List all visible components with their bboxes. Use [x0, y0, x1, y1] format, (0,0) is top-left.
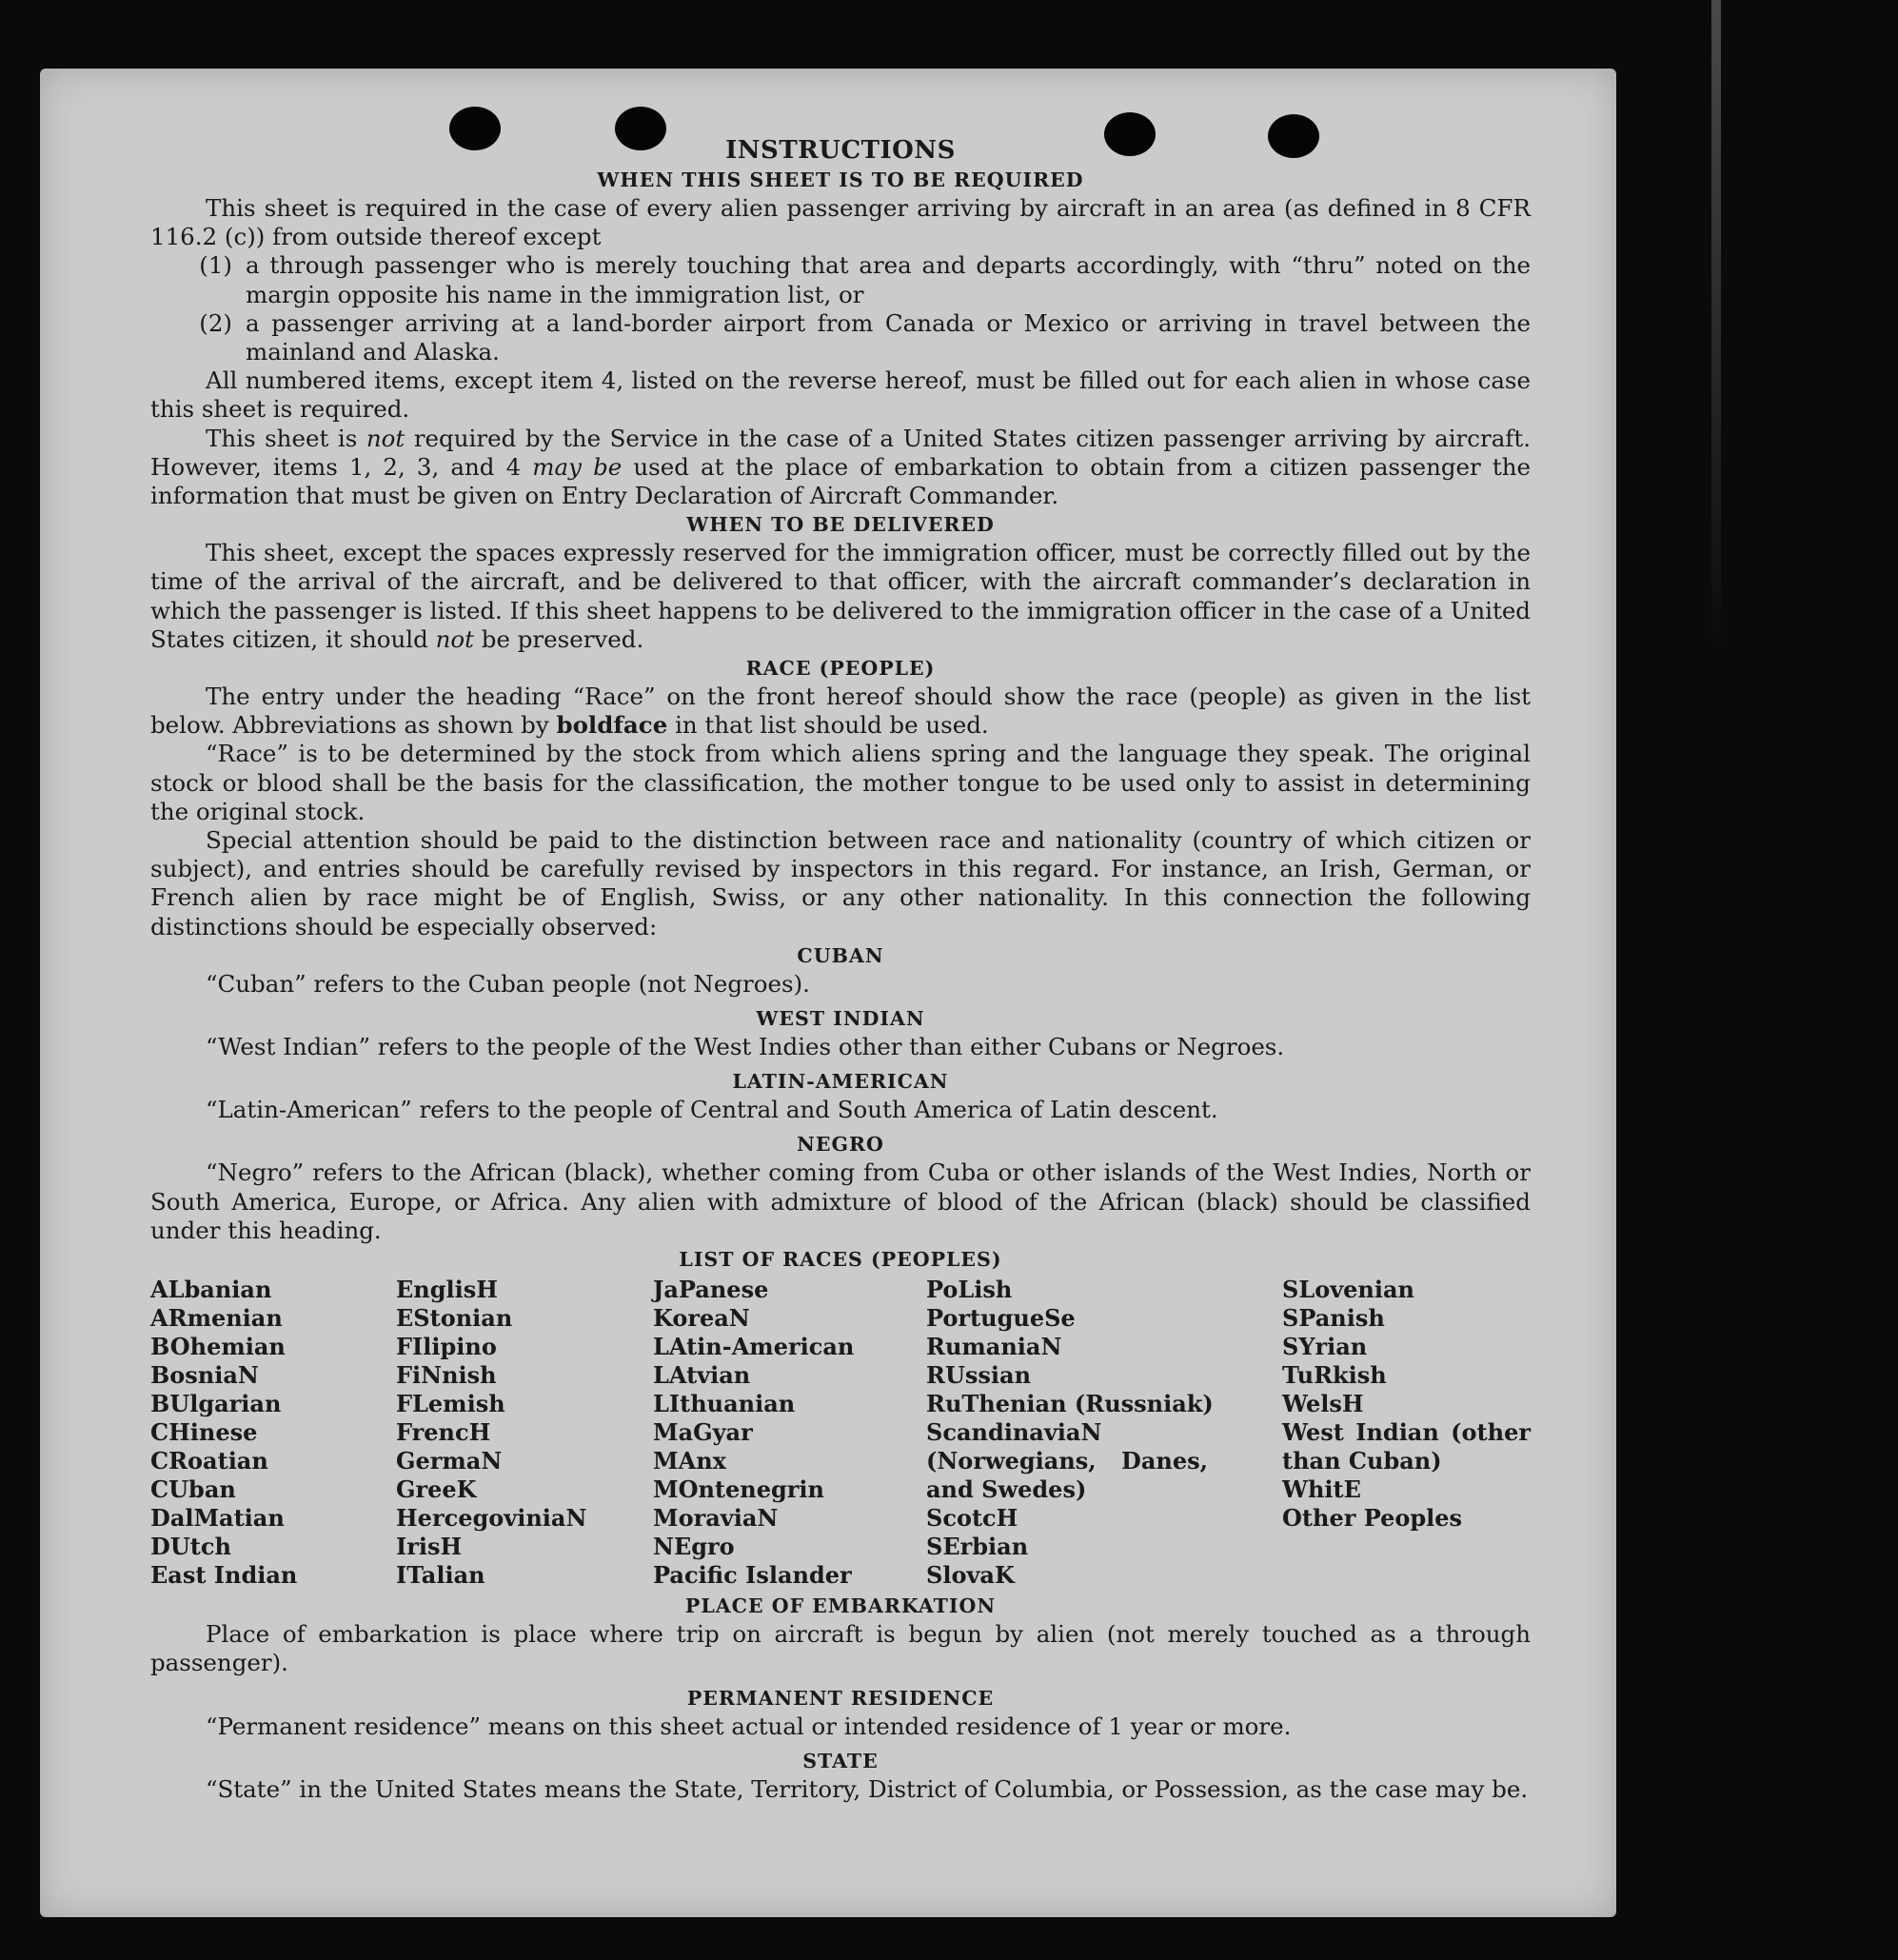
race-entry: WhitE	[1282, 1475, 1361, 1504]
race-entry: ARmenian	[150, 1304, 283, 1333]
race-entry: ScotcH	[926, 1504, 1018, 1533]
race-entry: Pacific Islander	[653, 1561, 852, 1590]
race-entry: BOhemian	[150, 1333, 286, 1361]
race-entry: Other Peoples	[1282, 1504, 1463, 1533]
text-run: used at the place of embarkation to obtain from a citizen passenger the information that must be given on Entry Declaration of Aircraft Commander.	[150, 452, 1531, 510]
race-entry: East Indian	[150, 1561, 298, 1590]
race-entry: RUssian	[926, 1361, 1032, 1390]
race-entry: LIthuanian	[653, 1390, 796, 1418]
race-entry: ITalian	[396, 1561, 485, 1590]
race-entry: MoraviaN	[653, 1504, 779, 1533]
race-entry: CHinese	[150, 1418, 258, 1447]
emphasis-text: not	[435, 624, 474, 653]
item-text: a passenger arriving at a land-border airport from Canada or Mexico or arriving in travel between the mainland and Alaska.	[246, 308, 1531, 366]
race-list	[150, 1276, 1531, 1590]
emphasis-text: not	[366, 424, 405, 452]
race-entry: SYrian	[1282, 1333, 1368, 1361]
race-entry: TuRkish	[1282, 1361, 1387, 1390]
latin-american-text: “Latin-American” refers to the people of Central and South America of Latin descent.	[206, 1096, 1218, 1124]
text-run: in that list should be used.	[667, 711, 989, 740]
race-entry: WelsH	[1282, 1390, 1364, 1418]
race-entry: BosniaN	[150, 1361, 259, 1390]
item-text: a through passenger who is merely touching that area and departs accordingly, with “thru” noted on the margin opposite his name in the immigration list, or	[246, 251, 1531, 308]
race-entry: KoreaN	[653, 1304, 750, 1333]
heading-cuban: CUBAN	[797, 943, 884, 967]
bold-text: boldface	[556, 711, 668, 740]
heading-required: WHEN THIS SHEET IS TO BE REQUIRED	[597, 168, 1084, 191]
item-number: (1)	[199, 251, 232, 280]
race-entry: West Indian (other than Cuban)	[1282, 1418, 1531, 1475]
race-entry: BUlgarian	[150, 1390, 282, 1418]
required-para-2: All numbered items, except item 4, listed on the reverse hereof, must be filled out for each alien in whose case this sheet is required.	[150, 366, 1531, 424]
race-entry: IrisH	[396, 1533, 463, 1561]
race-entry: HercegoviniaN	[396, 1504, 587, 1533]
race-column	[150, 1276, 396, 1590]
race-entry: SErbian	[926, 1533, 1029, 1561]
text-run: be preserved.	[473, 624, 644, 653]
race-entry: DalMatian	[150, 1504, 285, 1533]
page-title: INSTRUCTIONS	[725, 136, 956, 165]
race-para-3: Special attention should be paid to the distinction between race and nationality (country of which citizen or subject), and entries should be carefully revised by inspectors in this regard. For instance, an Irish, German, or French alien by race might be of English, Swiss, or any other nationality. In this connection the following distinctions should be especially observed:	[150, 826, 1531, 940]
race-entry: MAnx	[653, 1447, 726, 1475]
document-body	[150, 135, 1531, 1804]
race-entry: EnglisH	[396, 1276, 498, 1304]
race-entry: EStonian	[396, 1304, 513, 1333]
race-para-1	[150, 683, 1531, 740]
delivered-text	[150, 539, 1531, 654]
race-entry: LAtvian	[653, 1361, 751, 1390]
race-entry: SLovenian	[1282, 1276, 1414, 1304]
race-entry: RuThenian (Russniak)	[926, 1390, 1214, 1418]
race-entry: LAtin-American	[653, 1333, 855, 1361]
heading-embarkation: PLACE OF EMBARKATION	[684, 1594, 997, 1618]
race-entry: DUtch	[150, 1533, 231, 1561]
negro-text: “Negro” refers to the African (black), whether coming from Cuba or other islands of the West Indies, North or South America, Europe, or Africa. Any alien with admixture of blood of the African (black) should be classified under this heading.	[150, 1158, 1531, 1244]
race-column	[653, 1276, 926, 1590]
race-column	[926, 1276, 1282, 1590]
embarkation-text: Place of embarkation is place where trip on aircraft is begun by alien (not merely touched as a through passenger).	[150, 1620, 1531, 1677]
race-entry: FLemish	[396, 1390, 505, 1418]
cuban-text: “Cuban” refers to the Cuban people (not Negroes).	[206, 969, 810, 998]
race-entry: JaPanese	[653, 1276, 769, 1304]
race-entry: GreeK	[396, 1475, 477, 1504]
state-text: “State” in the United States means the State, Territory, District of Columbia, or Possession, as the case may be.	[206, 1774, 1529, 1803]
race-entry: RumaniaN	[926, 1333, 1062, 1361]
race-entry: GermaN	[396, 1447, 503, 1475]
race-entry: MOntenegrin	[653, 1475, 824, 1504]
race-entry: ScandinaviaN (Norwegians, Danes, and Swedes)	[926, 1418, 1208, 1504]
heading-negro: NEGRO	[797, 1133, 884, 1157]
heading-west-indian: WEST INDIAN	[756, 1007, 925, 1031]
document-sheet	[40, 69, 1616, 1917]
race-entry: FiNnish	[396, 1361, 497, 1390]
exception-item-1	[150, 251, 1531, 308]
race-entry: ALbanian	[150, 1276, 272, 1304]
required-para-3	[150, 425, 1531, 511]
race-entry: SlovaK	[926, 1561, 1015, 1590]
race-column	[396, 1276, 653, 1590]
race-entry: NEgro	[653, 1533, 735, 1561]
emphasis-text: may be	[532, 452, 623, 481]
race-para-2: “Race” is to be determined by the stock from which aliens spring and the language they speak. The original stock or blood shall be the basis for the classification, the mother tongue to be used only to assist in determining the original stock.	[150, 740, 1531, 825]
exception-item-2	[150, 309, 1531, 366]
item-number: (2)	[199, 308, 232, 337]
race-column	[1282, 1276, 1531, 1590]
heading-state: STATE	[802, 1749, 879, 1772]
heading-race: RACE (PEOPLE)	[745, 657, 936, 681]
heading-latin-american: LATIN-AMERICAN	[732, 1070, 949, 1094]
text-run: required by the Service in the case of a United States citizen passenger arriving by aircraft. However, items 1, 2, 3, and 4	[150, 424, 1532, 481]
required-intro: This sheet is required in the case of every alien passenger arriving by aircraft in an area (as defined in 8 CFR 116.2 (c)) from outside thereof except	[150, 194, 1531, 251]
text-run: This sheet is	[206, 424, 366, 452]
race-entry: MaGyar	[653, 1418, 753, 1447]
text-run: This sheet, except the spaces expressly reserved for the immigration officer, must be correctly filled out by the time of the arrival of the aircraft, and be delivered to that officer, with the aircraft commander’s declaration in which the passenger is listed. If this sheet happens to be delivered to the immigration officer in the case of a United States citizen, it should	[150, 539, 1531, 653]
race-entry: PoLish	[926, 1276, 1013, 1304]
race-entry: FIlipino	[396, 1333, 497, 1361]
text-run: The entry under the heading “Race” on the front hereof should show the race (people) as given in the list below. Abbreviations as shown by	[150, 683, 1531, 740]
race-entry: FrencH	[396, 1418, 491, 1447]
race-entry: PortugueSe	[926, 1304, 1076, 1333]
west-indian-text: “West Indian” refers to the people of the West Indies other than either Cubans or Negroes.	[206, 1033, 1285, 1061]
scan-edge-mark	[1711, 0, 1721, 647]
race-entry: CUban	[150, 1475, 236, 1504]
heading-delivered: WHEN TO BE DELIVERED	[686, 513, 995, 537]
race-entry: CRoatian	[150, 1447, 268, 1475]
heading-list-of-races: LIST OF RACES (PEOPLES)	[679, 1248, 1002, 1272]
heading-permanent-residence: PERMANENT RESIDENCE	[686, 1686, 995, 1710]
residence-text: “Permanent residence” means on this sheet actual or intended residence of 1 year or more.	[206, 1712, 1292, 1740]
race-entry: SPanish	[1282, 1304, 1385, 1333]
